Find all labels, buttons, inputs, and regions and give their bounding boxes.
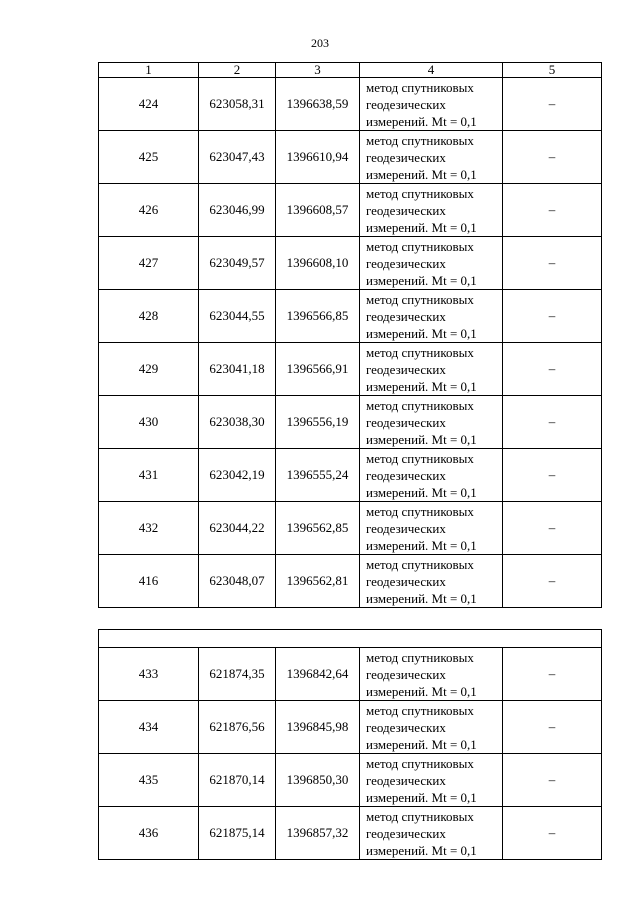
y-coordinate-cell: 1396608,10 <box>276 237 360 290</box>
y-coordinate-cell: 1396845,98 <box>276 701 360 754</box>
separator-row <box>99 630 602 648</box>
table-row <box>99 701 602 754</box>
description-cell: – <box>503 701 602 754</box>
point-number-cell: 435 <box>99 754 199 807</box>
x-coordinate-cell: 621875,14 <box>199 807 276 860</box>
x-coordinate-cell: 623048,07 <box>199 555 276 608</box>
y-coordinate-cell: 1396610,94 <box>276 131 360 184</box>
table-row <box>99 343 602 396</box>
method-cell: метод спутниковых геодезических измерений. Mt = 0,1 <box>360 449 503 502</box>
description-cell: – <box>503 396 602 449</box>
method-cell: метод спутниковых геодезических измерений. Mt = 0,1 <box>360 290 503 343</box>
x-coordinate-cell: 623041,18 <box>199 343 276 396</box>
y-coordinate-cell: 1396566,91 <box>276 343 360 396</box>
table-row <box>99 396 602 449</box>
description-cell: – <box>503 237 602 290</box>
method-cell: метод спутниковых геодезических измерений. Mt = 0,1 <box>360 502 503 555</box>
description-cell: – <box>503 502 602 555</box>
method-cell: метод спутниковых геодезических измерений. Mt = 0,1 <box>360 648 503 701</box>
coordinates-table <box>98 62 602 608</box>
description-cell: – <box>503 78 602 131</box>
x-coordinate-cell: 623047,43 <box>199 131 276 184</box>
y-coordinate-cell: 1396638,59 <box>276 78 360 131</box>
x-coordinate-cell: 623049,57 <box>199 237 276 290</box>
point-number-cell: 424 <box>99 78 199 131</box>
method-cell: метод спутниковых геодезических измерений. Mt = 0,1 <box>360 343 503 396</box>
column-header: 5 <box>503 63 602 78</box>
description-cell: – <box>503 449 602 502</box>
method-cell: метод спутниковых геодезических измерений. Mt = 0,1 <box>360 78 503 131</box>
x-coordinate-cell: 623046,99 <box>199 184 276 237</box>
x-coordinate-cell: 621870,14 <box>199 754 276 807</box>
table-row <box>99 237 602 290</box>
x-coordinate-cell: 623044,22 <box>199 502 276 555</box>
table-header-row <box>99 63 602 78</box>
method-cell: метод спутниковых геодезических измерений. Mt = 0,1 <box>360 701 503 754</box>
point-number-cell: 416 <box>99 555 199 608</box>
x-coordinate-cell: 623038,30 <box>199 396 276 449</box>
point-number-cell: 429 <box>99 343 199 396</box>
x-coordinate-cell: 623044,55 <box>199 290 276 343</box>
y-coordinate-cell: 1396608,57 <box>276 184 360 237</box>
table-row <box>99 78 602 131</box>
point-number-cell: 432 <box>99 502 199 555</box>
description-cell: – <box>503 343 602 396</box>
column-header: 4 <box>360 63 503 78</box>
table-row <box>99 184 602 237</box>
y-coordinate-cell: 1396857,32 <box>276 807 360 860</box>
coordinates-table-continued <box>98 629 602 860</box>
y-coordinate-cell: 1396555,24 <box>276 449 360 502</box>
separator-cell <box>99 630 602 648</box>
method-cell: метод спутниковых геодезических измерений. Mt = 0,1 <box>360 131 503 184</box>
y-coordinate-cell: 1396556,19 <box>276 396 360 449</box>
y-coordinate-cell: 1396850,30 <box>276 754 360 807</box>
table-row <box>99 502 602 555</box>
column-header: 1 <box>99 63 199 78</box>
x-coordinate-cell: 623058,31 <box>199 78 276 131</box>
table-row <box>99 807 602 860</box>
column-header: 2 <box>199 63 276 78</box>
table-row <box>99 290 602 343</box>
point-number-cell: 430 <box>99 396 199 449</box>
point-number-cell: 425 <box>99 131 199 184</box>
y-coordinate-cell: 1396842,64 <box>276 648 360 701</box>
x-coordinate-cell: 621876,56 <box>199 701 276 754</box>
table-row <box>99 449 602 502</box>
y-coordinate-cell: 1396562,81 <box>276 555 360 608</box>
method-cell: метод спутниковых геодезических измерений. Mt = 0,1 <box>360 184 503 237</box>
point-number-cell: 433 <box>99 648 199 701</box>
description-cell: – <box>503 290 602 343</box>
table-row <box>99 131 602 184</box>
method-cell: метод спутниковых геодезических измерений. Mt = 0,1 <box>360 754 503 807</box>
method-cell: метод спутниковых геодезических измерений. Mt = 0,1 <box>360 807 503 860</box>
point-number-cell: 428 <box>99 290 199 343</box>
description-cell: – <box>503 131 602 184</box>
x-coordinate-cell: 621874,35 <box>199 648 276 701</box>
y-coordinate-cell: 1396562,85 <box>276 502 360 555</box>
description-cell: – <box>503 807 602 860</box>
description-cell: – <box>503 648 602 701</box>
description-cell: – <box>503 754 602 807</box>
table-row <box>99 555 602 608</box>
table-row <box>99 648 602 701</box>
x-coordinate-cell: 623042,19 <box>199 449 276 502</box>
description-cell: – <box>503 555 602 608</box>
point-number-cell: 434 <box>99 701 199 754</box>
point-number-cell: 426 <box>99 184 199 237</box>
point-number-cell: 431 <box>99 449 199 502</box>
page-number: 203 <box>311 36 329 50</box>
table-row <box>99 754 602 807</box>
method-cell: метод спутниковых геодезических измерений. Mt = 0,1 <box>360 396 503 449</box>
method-cell: метод спутниковых геодезических измерений. Mt = 0,1 <box>360 555 503 608</box>
point-number-cell: 427 <box>99 237 199 290</box>
column-header: 3 <box>276 63 360 78</box>
description-cell: – <box>503 184 602 237</box>
y-coordinate-cell: 1396566,85 <box>276 290 360 343</box>
method-cell: метод спутниковых геодезических измерений. Mt = 0,1 <box>360 237 503 290</box>
point-number-cell: 436 <box>99 807 199 860</box>
